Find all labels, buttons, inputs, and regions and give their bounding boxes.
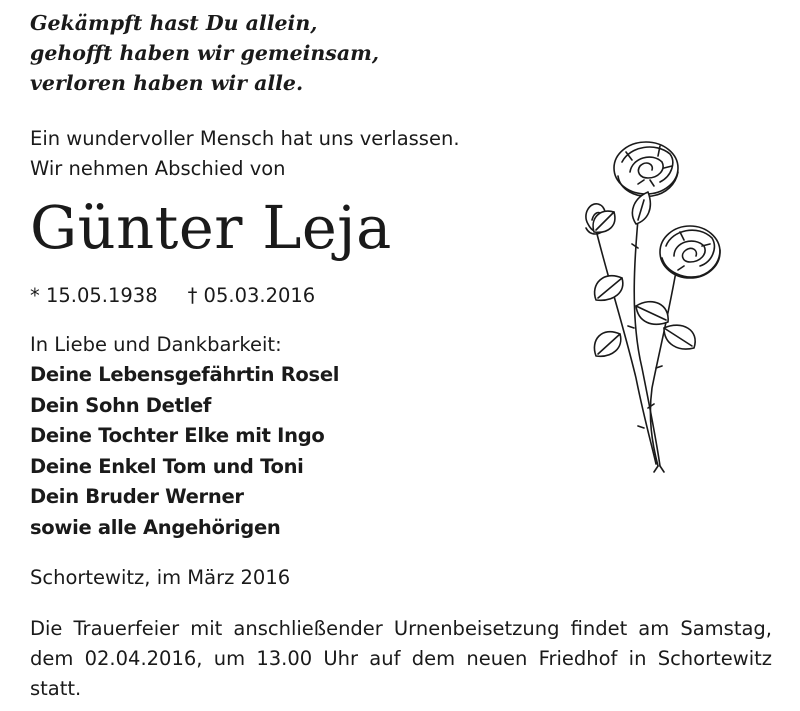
mourner: sowie alle Angehörigen (30, 515, 281, 539)
quote-line: gehofft haben wir gemeinsam, (30, 41, 379, 65)
mourner: Deine Tochter Elke mit Ingo (30, 424, 325, 447)
intro-line: Ein wundervoller Mensch hat uns verlassen. (30, 127, 460, 150)
mourner: Dein Sohn Detlef (30, 393, 212, 417)
birth-date: * 15.05.1938 (30, 284, 158, 307)
mourners-intro: In Liebe und Dankbarkeit: (30, 333, 282, 356)
intro-line: Wir nehmen Abschied von (30, 157, 286, 180)
funeral-notice: Die Trauerfeier mit anschließender Urnenbeisetzung findet am Samstag, dem 02.04.2016, um 13.00 Uhr auf dem neuen Friedhof in Schortewitz statt. (30, 617, 772, 700)
quote-line: verloren haben wir alle. (30, 71, 304, 95)
deceased-name: Günter Leja (30, 193, 392, 262)
place-and-date: Schortewitz, im März 2016 (30, 566, 291, 589)
mourner: Dein Bruder Werner (30, 485, 244, 508)
mourner: Deine Lebensgefährtin Rosel (30, 363, 340, 386)
quote-line: Gekämpft hast Du allein, (30, 11, 318, 35)
death-date: † 05.03.2016 (187, 284, 316, 307)
rose-illustration-icon (560, 128, 745, 473)
memorial-quote (30, 8, 379, 98)
mourners-list (30, 360, 339, 543)
life-dates (30, 282, 315, 310)
mourner: Deine Enkel Tom und Toni (30, 454, 304, 478)
intro-text (30, 124, 460, 184)
